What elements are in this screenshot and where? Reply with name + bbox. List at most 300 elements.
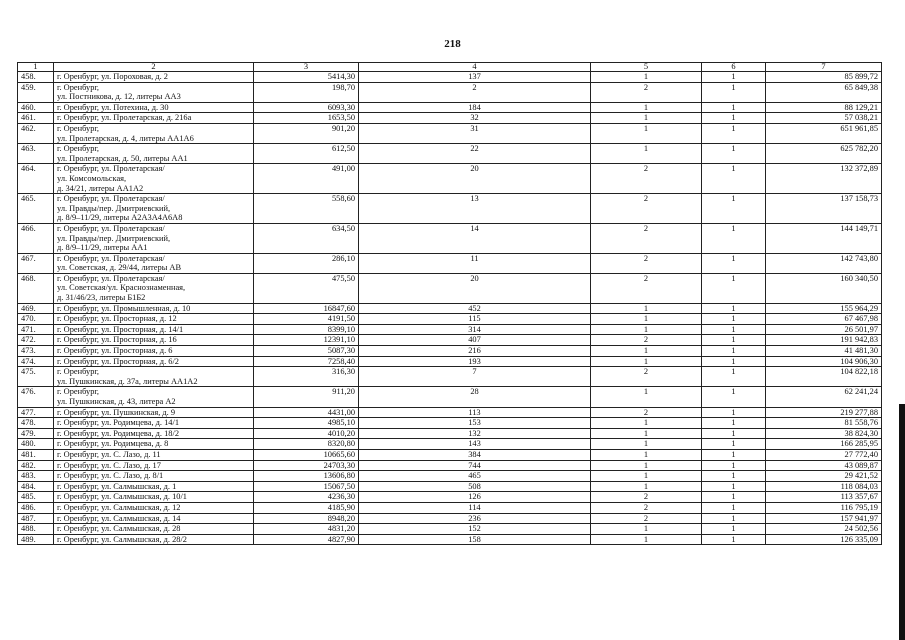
address-line: г. Оренбург, ул. Пролетарская, д. 216а: [57, 113, 192, 123]
col6-cell: 1: [702, 144, 766, 164]
register-table: [17, 62, 882, 545]
row-number: 477.: [18, 407, 54, 418]
table-row: [18, 253, 882, 273]
column-header: 2: [54, 63, 254, 72]
col5-cell: 1: [591, 72, 702, 83]
col5-cell: 2: [591, 82, 702, 102]
area-cell: 8320,80: [254, 439, 359, 450]
row-number: 489.: [18, 534, 54, 545]
area-cell: 491,00: [254, 164, 359, 194]
col6-cell: 1: [702, 194, 766, 224]
col6-cell: 1: [702, 387, 766, 407]
sum-cell: 27 772,40: [766, 449, 882, 460]
address-cell: [54, 460, 254, 471]
col6-cell: 1: [702, 471, 766, 482]
count-cell: 113: [359, 407, 591, 418]
col6-cell: 1: [702, 72, 766, 83]
address-line: г. Оренбург, ул. Пролетарская/: [57, 253, 165, 263]
column-header: 3: [254, 63, 359, 72]
address-line: г. Оренбург,: [57, 144, 100, 154]
row-number: 478.: [18, 418, 54, 429]
address-line: ул. Пушкинская, д. 43, литера А2: [57, 397, 176, 406]
address-cell: [54, 524, 254, 535]
address-line: ул. Пролетарская, д. 50, литеры АА1: [57, 153, 188, 163]
address-line: г. Оренбург, ул. Салмышская, д. 14: [57, 513, 181, 523]
sum-cell: 62 241,24: [766, 387, 882, 407]
col6-cell: 1: [702, 223, 766, 253]
address-line: ул. Пушкинская, д. 37а, литеры АА1А2: [57, 376, 198, 386]
column-header: 4: [359, 63, 591, 72]
sum-cell: 41 481,30: [766, 346, 882, 357]
sum-cell: 113 357,67: [766, 492, 882, 503]
sum-cell: 57 038,21: [766, 113, 882, 124]
table-row: [18, 164, 882, 194]
area-cell: 4010,20: [254, 428, 359, 439]
area-cell: 4831,20: [254, 524, 359, 535]
table-row: [18, 303, 882, 314]
area-cell: 911,20: [254, 387, 359, 407]
col5-cell: 1: [591, 460, 702, 471]
table-row: [18, 144, 882, 164]
area-cell: 558,60: [254, 194, 359, 224]
address-line: ул. Советская, д. 29/44, литеры АВ: [57, 263, 182, 273]
address-line: г. Оренбург, ул. Пролетарская/: [57, 223, 165, 233]
row-number: 479.: [18, 428, 54, 439]
col6-cell: 1: [702, 356, 766, 367]
sum-cell: 132 372,89: [766, 164, 882, 194]
table-row: [18, 502, 882, 513]
col6-cell: 1: [702, 460, 766, 471]
col6-cell: 1: [702, 82, 766, 102]
column-header: 7: [766, 63, 882, 72]
address-line: д. 31/46/23, литеры Б1Б2: [57, 293, 146, 303]
address-cell: [54, 223, 254, 253]
row-number: 466.: [18, 223, 54, 253]
row-number: 458.: [18, 72, 54, 83]
row-number: 485.: [18, 492, 54, 503]
area-cell: 634,50: [254, 223, 359, 253]
address-line: г. Оренбург, ул. Пороховая, д. 2: [57, 72, 168, 81]
address-cell: [54, 387, 254, 407]
address-cell: [54, 513, 254, 524]
area-cell: 4185,90: [254, 502, 359, 513]
address-line: г. Оренбург,: [57, 123, 100, 133]
sum-cell: 67 467,98: [766, 314, 882, 325]
row-number: 472.: [18, 335, 54, 346]
address-line: д. 8/9–11/29, литеры АА1: [57, 243, 148, 253]
address-cell: [54, 502, 254, 513]
area-cell: 5414,30: [254, 72, 359, 83]
area-cell: 901,20: [254, 123, 359, 143]
table-row: [18, 102, 882, 113]
address-line: г. Оренбург, ул. Салмышская, д. 12: [57, 502, 181, 512]
sum-cell: 43 089,87: [766, 460, 882, 471]
table-row: [18, 513, 882, 524]
count-cell: 744: [359, 460, 591, 471]
sum-cell: 160 340,50: [766, 273, 882, 303]
col6-cell: 1: [702, 335, 766, 346]
sum-cell: 116 795,19: [766, 502, 882, 513]
header-row: [18, 63, 882, 72]
row-number: 484.: [18, 481, 54, 492]
area-cell: 24703,30: [254, 460, 359, 471]
table-row: [18, 481, 882, 492]
address-line: г. Оренбург, ул. Родимцева, д. 18/2: [57, 428, 180, 438]
col5-cell: 2: [591, 335, 702, 346]
col6-cell: 1: [702, 534, 766, 545]
count-cell: 137: [359, 72, 591, 83]
area-cell: 16847,60: [254, 303, 359, 314]
col6-cell: 1: [702, 346, 766, 357]
address-line: г. Оренбург, ул. Пролетарская/: [57, 194, 165, 204]
address-cell: [54, 72, 254, 83]
address-line: г. Оренбург, ул. Салмышская, д. 1: [57, 481, 177, 491]
sum-cell: 104 906,30: [766, 356, 882, 367]
table-row: [18, 418, 882, 429]
sum-cell: 137 158,73: [766, 194, 882, 224]
area-cell: 13606,80: [254, 471, 359, 482]
address-cell: [54, 335, 254, 346]
address-cell: [54, 273, 254, 303]
row-number: 476.: [18, 387, 54, 407]
sum-cell: 24 502,56: [766, 524, 882, 535]
col5-cell: 2: [591, 492, 702, 503]
area-cell: 7258,40: [254, 356, 359, 367]
address-line: г. Оренбург, ул. Салмышская, д. 28/2: [57, 534, 187, 544]
address-line: г. Оренбург,: [57, 82, 100, 92]
count-cell: 216: [359, 346, 591, 357]
row-number: 459.: [18, 82, 54, 102]
table-row: [18, 72, 882, 83]
table-row: [18, 273, 882, 303]
row-number: 465.: [18, 194, 54, 224]
address-line: ул. Правды/пер. Дмитриевский,: [57, 203, 171, 213]
address-line: г. Оренбург, ул. Просторная, д. 6/2: [57, 356, 179, 366]
row-number: 470.: [18, 314, 54, 325]
count-cell: 20: [359, 273, 591, 303]
col5-cell: 1: [591, 113, 702, 124]
area-cell: 475,50: [254, 273, 359, 303]
table-row: [18, 82, 882, 102]
address-line: д. 8/9–11/29, литеры А2А3А4А6А8: [57, 213, 183, 223]
col5-cell: 1: [591, 387, 702, 407]
count-cell: 508: [359, 481, 591, 492]
sum-cell: 155 964,29: [766, 303, 882, 314]
col5-cell: 1: [591, 481, 702, 492]
row-number: 462.: [18, 123, 54, 143]
row-number: 483.: [18, 471, 54, 482]
address-cell: [54, 492, 254, 503]
col5-cell: 1: [591, 449, 702, 460]
col5-cell: 1: [591, 428, 702, 439]
col5-cell: 1: [591, 314, 702, 325]
table-row: [18, 223, 882, 253]
col6-cell: 1: [702, 113, 766, 124]
address-line: ул. Пролетарская, д. 4, литеры АА1А6: [57, 133, 194, 143]
address-line: г. Оренбург, ул. Промышленная, д. 10: [57, 303, 191, 313]
col5-cell: 1: [591, 303, 702, 314]
count-cell: 11: [359, 253, 591, 273]
area-cell: 6093,30: [254, 102, 359, 113]
col6-cell: 1: [702, 449, 766, 460]
col6-cell: 1: [702, 367, 766, 387]
sum-cell: 85 899,72: [766, 72, 882, 83]
col5-cell: 2: [591, 502, 702, 513]
count-cell: 13: [359, 194, 591, 224]
address-line: г. Оренбург, ул. Просторная, д. 12: [57, 314, 177, 324]
count-cell: 407: [359, 335, 591, 346]
count-cell: 32: [359, 113, 591, 124]
col6-cell: 1: [702, 439, 766, 450]
table-row: [18, 356, 882, 367]
table-row: [18, 335, 882, 346]
col5-cell: 1: [591, 356, 702, 367]
sum-cell: 651 961,85: [766, 123, 882, 143]
col5-cell: 1: [591, 102, 702, 113]
col6-cell: 1: [702, 102, 766, 113]
col5-cell: 1: [591, 123, 702, 143]
row-number: 461.: [18, 113, 54, 124]
col6-cell: 1: [702, 314, 766, 325]
sum-cell: 81 558,76: [766, 418, 882, 429]
column-header: 6: [702, 63, 766, 72]
row-number: 487.: [18, 513, 54, 524]
row-number: 473.: [18, 346, 54, 357]
sum-cell: 625 782,20: [766, 144, 882, 164]
col6-cell: 1: [702, 123, 766, 143]
sum-cell: 166 285,95: [766, 439, 882, 450]
row-number: 463.: [18, 144, 54, 164]
area-cell: 4236,30: [254, 492, 359, 503]
area-cell: 15067,50: [254, 481, 359, 492]
address-line: г. Оренбург, ул. Просторная, д. 14/1: [57, 324, 184, 334]
address-line: ул. Советская/ул. Краснознаменная,: [57, 283, 186, 293]
address-cell: [54, 123, 254, 143]
scan-edge: [899, 404, 905, 640]
row-number: 467.: [18, 253, 54, 273]
count-cell: 14: [359, 223, 591, 253]
address-cell: [54, 346, 254, 357]
address-cell: [54, 144, 254, 164]
col5-cell: 1: [591, 471, 702, 482]
col5-cell: 2: [591, 367, 702, 387]
col6-cell: 1: [702, 164, 766, 194]
area-cell: 4191,50: [254, 314, 359, 325]
address-cell: [54, 113, 254, 124]
col5-cell: 1: [591, 346, 702, 357]
col6-cell: 1: [702, 513, 766, 524]
col5-cell: 1: [591, 439, 702, 450]
table-row: [18, 194, 882, 224]
count-cell: 158: [359, 534, 591, 545]
area-cell: 8948,20: [254, 513, 359, 524]
col5-cell: 2: [591, 253, 702, 273]
col5-cell: 2: [591, 164, 702, 194]
count-cell: 126: [359, 492, 591, 503]
area-cell: 12391,10: [254, 335, 359, 346]
sum-cell: 26 501,97: [766, 324, 882, 335]
table-row: [18, 428, 882, 439]
address-line: ул. Правды/пер. Дмитриевский,: [57, 233, 171, 243]
table-row: [18, 367, 882, 387]
row-number: 460.: [18, 102, 54, 113]
row-number: 474.: [18, 356, 54, 367]
address-line: г. Оренбург, ул. Пушкинская, д. 9: [57, 407, 176, 417]
area-cell: 1653,50: [254, 113, 359, 124]
address-line: г. Оренбург,: [57, 367, 100, 377]
address-line: г. Оренбург, ул. Просторная, д. 6: [57, 346, 173, 356]
count-cell: 152: [359, 524, 591, 535]
col5-cell: 2: [591, 513, 702, 524]
table-row: [18, 346, 882, 357]
col6-cell: 1: [702, 492, 766, 503]
table-row: [18, 492, 882, 503]
sum-cell: 144 149,71: [766, 223, 882, 253]
col5-cell: 2: [591, 194, 702, 224]
row-number: 480.: [18, 439, 54, 450]
col6-cell: 1: [702, 303, 766, 314]
col5-cell: 2: [591, 407, 702, 418]
address-cell: [54, 471, 254, 482]
area-cell: 316,30: [254, 367, 359, 387]
address-cell: [54, 253, 254, 273]
area-cell: 8399,10: [254, 324, 359, 335]
count-cell: 193: [359, 356, 591, 367]
col5-cell: 1: [591, 524, 702, 535]
col6-cell: 1: [702, 407, 766, 418]
address-line: г. Оренбург, ул. Пролетарская/: [57, 164, 165, 174]
address-cell: [54, 314, 254, 325]
col6-cell: 1: [702, 524, 766, 535]
table-row: [18, 407, 882, 418]
sum-cell: 29 421,52: [766, 471, 882, 482]
row-number: 468.: [18, 273, 54, 303]
count-cell: 114: [359, 502, 591, 513]
address-line: г. Оренбург, ул. Просторная, д. 16: [57, 335, 177, 345]
table-row: [18, 314, 882, 325]
table-row: [18, 113, 882, 124]
table-row: [18, 524, 882, 535]
address-line: г. Оренбург, ул. С. Лазо, д. 8/1: [57, 471, 164, 481]
col5-cell: 1: [591, 534, 702, 545]
address-line: г. Оренбург, ул. Салмышская, д. 28: [57, 524, 181, 534]
address-cell: [54, 367, 254, 387]
row-number: 488.: [18, 524, 54, 535]
area-cell: 286,10: [254, 253, 359, 273]
sum-cell: 157 941,97: [766, 513, 882, 524]
table-row: [18, 387, 882, 407]
address-line: г. Оренбург,: [57, 387, 100, 397]
address-line: г. Оренбург, ул. С. Лазо, д. 11: [57, 449, 161, 459]
col6-cell: 1: [702, 502, 766, 513]
address-cell: [54, 439, 254, 450]
address-cell: [54, 194, 254, 224]
count-cell: 143: [359, 439, 591, 450]
count-cell: 236: [359, 513, 591, 524]
address-cell: [54, 407, 254, 418]
col6-cell: 1: [702, 428, 766, 439]
count-cell: 31: [359, 123, 591, 143]
sum-cell: 88 129,21: [766, 102, 882, 113]
count-cell: 184: [359, 102, 591, 113]
count-cell: 20: [359, 164, 591, 194]
table-row: [18, 449, 882, 460]
count-cell: 153: [359, 418, 591, 429]
column-header: 1: [18, 63, 54, 72]
col5-cell: 2: [591, 223, 702, 253]
address-line: ул. Постникова, д. 12, литеры АА3: [57, 92, 181, 102]
count-cell: 314: [359, 324, 591, 335]
address-cell: [54, 82, 254, 102]
address-line: г. Оренбург, ул. С. Лазо, д. 17: [57, 460, 161, 470]
sum-cell: 38 824,30: [766, 428, 882, 439]
col6-cell: 1: [702, 324, 766, 335]
address-cell: [54, 356, 254, 367]
count-cell: 7: [359, 367, 591, 387]
area-cell: 5087,30: [254, 346, 359, 357]
col5-cell: 1: [591, 324, 702, 335]
count-cell: 22: [359, 144, 591, 164]
area-cell: 198,70: [254, 82, 359, 102]
table-row: [18, 439, 882, 450]
address-line: г. Оренбург, ул. Родимцева, д. 8: [57, 439, 169, 449]
row-number: 475.: [18, 367, 54, 387]
sum-cell: 126 335,09: [766, 534, 882, 545]
col6-cell: 1: [702, 418, 766, 429]
col5-cell: 1: [591, 144, 702, 164]
address-cell: [54, 303, 254, 314]
table-row: [18, 324, 882, 335]
sum-cell: 191 942,83: [766, 335, 882, 346]
row-number: 481.: [18, 449, 54, 460]
page-number: 218: [444, 38, 461, 50]
address-line: д. 34/21, литеры АА1А2: [57, 183, 144, 193]
area-cell: 4985,10: [254, 418, 359, 429]
sum-cell: 65 849,38: [766, 82, 882, 102]
address-line: ул. Комсомольская,: [57, 173, 127, 183]
address-cell: [54, 324, 254, 335]
address-line: г. Оренбург, ул. Потехина, д. 30: [57, 102, 169, 112]
row-number: 471.: [18, 324, 54, 335]
address-cell: [54, 428, 254, 439]
address-cell: [54, 449, 254, 460]
count-cell: 132: [359, 428, 591, 439]
address-cell: [54, 481, 254, 492]
sum-cell: 142 743,80: [766, 253, 882, 273]
count-cell: 2: [359, 82, 591, 102]
area-cell: 612,50: [254, 144, 359, 164]
table-row: [18, 460, 882, 471]
row-number: 469.: [18, 303, 54, 314]
sum-cell: 118 084,03: [766, 481, 882, 492]
count-cell: 465: [359, 471, 591, 482]
count-cell: 452: [359, 303, 591, 314]
col5-cell: 1: [591, 418, 702, 429]
col6-cell: 1: [702, 273, 766, 303]
table-row: [18, 123, 882, 143]
address-cell: [54, 102, 254, 113]
count-cell: 115: [359, 314, 591, 325]
col6-cell: 1: [702, 481, 766, 492]
col5-cell: 2: [591, 273, 702, 303]
area-cell: 4827,90: [254, 534, 359, 545]
count-cell: 384: [359, 449, 591, 460]
address-line: г. Оренбург, ул. Родимцева, д. 14/1: [57, 418, 180, 428]
row-number: 482.: [18, 460, 54, 471]
address-line: г. Оренбург, ул. Салмышская, д. 10/1: [57, 492, 187, 502]
count-cell: 28: [359, 387, 591, 407]
row-number: 486.: [18, 502, 54, 513]
